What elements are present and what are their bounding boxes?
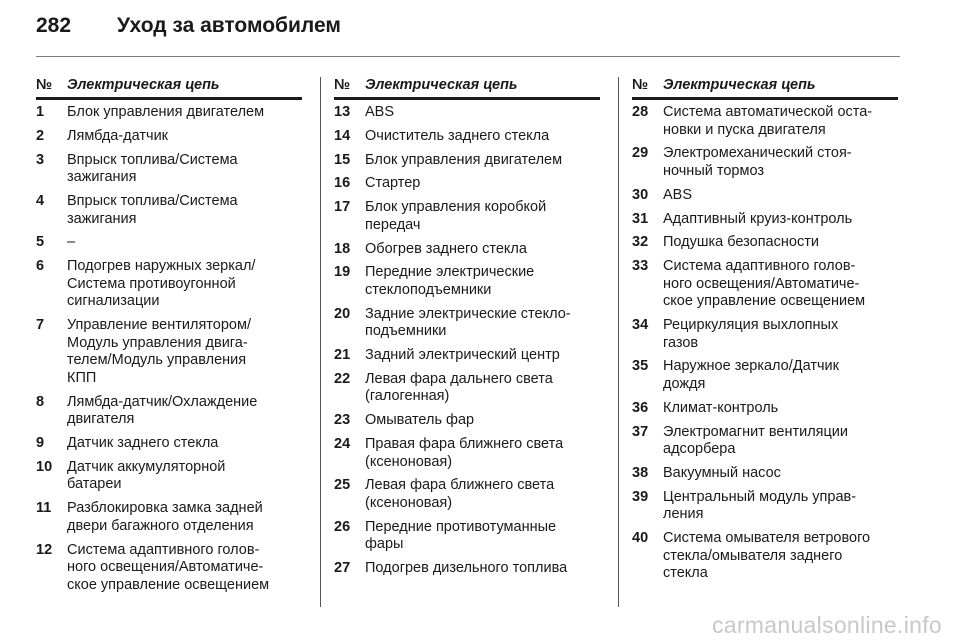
fuse-number: 18 (334, 240, 351, 257)
circuit-name: Система автоматической оста- новки и пуска двигателя (663, 104, 873, 138)
fuse-number: 22 (334, 370, 351, 387)
circuit-name: Разблокировка замка задней двери багажного отделения (67, 500, 263, 534)
fuse-entry (632, 465, 898, 483)
circuit-name: Очиститель заднего стекла (365, 127, 550, 144)
fuse-number: 11 (36, 500, 52, 517)
fuse-entry (334, 519, 600, 554)
fuse-number: 40 (632, 530, 649, 547)
fuse-number: 32 (632, 234, 649, 251)
fuse-number: 3 (36, 151, 45, 168)
column-header (36, 77, 302, 100)
fuse-entry (632, 145, 898, 180)
fuse-entry (632, 358, 898, 393)
circuit-name: Вакуумный насос (663, 464, 781, 481)
fuse-number: 1 (36, 104, 45, 120)
fuse-entry (632, 234, 898, 252)
circuit-name: Блок управления двигателем (67, 104, 265, 120)
fuse-entry (36, 394, 302, 429)
circuit-name: Обогрев заднего стекла (365, 240, 527, 257)
fuse-number: 39 (632, 488, 649, 505)
column-header-num: № (334, 77, 351, 93)
circuit-name: Лямбда-датчик (67, 127, 169, 144)
fuse-list (632, 104, 898, 583)
fuse-number: 31 (632, 210, 649, 227)
column-header-label: Электрическая цепь (365, 77, 518, 93)
page-header (36, 14, 341, 38)
fuse-number: 35 (632, 358, 649, 375)
fuse-entry (334, 412, 600, 430)
circuit-name: Система омывателя ветрового стекла/омывателя заднего стекла (663, 530, 871, 582)
fuse-number: 4 (36, 192, 45, 209)
fuse-entry (632, 400, 898, 418)
fuse-number: 34 (632, 317, 649, 334)
fuse-entry (632, 489, 898, 524)
fuse-number: 19 (334, 264, 351, 281)
fuse-entry (334, 560, 600, 578)
circuit-name: Стартер (365, 175, 421, 192)
fuse-entry (334, 436, 600, 471)
fuse-number: 5 (36, 234, 45, 251)
fuse-entry (36, 234, 302, 252)
circuit-name: Система адаптивного голов- ного освещения/Автоматиче- ское управление освещением (663, 258, 866, 310)
column-header (334, 77, 600, 100)
fuse-number: 20 (334, 305, 351, 322)
circuit-name: Подушка безопасности (663, 234, 819, 251)
column-divider (618, 77, 619, 607)
circuit-name: Блок управления коробкой передач (365, 199, 547, 233)
fuse-number: 15 (334, 151, 351, 168)
fuse-entry (36, 500, 302, 535)
circuit-name: ABS (663, 186, 693, 203)
fuse-column-2 (334, 77, 600, 584)
fuse-entry (334, 347, 600, 365)
fuse-entry (36, 317, 302, 387)
fuse-entry (632, 258, 898, 311)
circuit-name: Передние электрические стеклоподъемники (365, 264, 535, 298)
page-title: Уход за автомобилем (117, 14, 341, 37)
column-divider (320, 77, 321, 607)
circuit-name: – (67, 234, 76, 251)
circuit-name: Центральный модуль управ- ления (663, 488, 857, 523)
fuse-number: 17 (334, 199, 351, 216)
fuse-entry (632, 211, 898, 229)
fuse-entry (632, 187, 898, 205)
circuit-name: Адаптивный круиз-контроль (663, 210, 853, 227)
column-header-num: № (632, 77, 649, 93)
column-header-num: № (36, 77, 53, 93)
fuse-number: 37 (632, 423, 649, 440)
fuse-entry (36, 258, 302, 311)
circuit-name: Передние противотуманные фары (365, 518, 557, 553)
circuit-name: Датчик заднего стекла (67, 435, 219, 451)
fuse-number: 29 (632, 145, 649, 162)
fuse-number: 27 (334, 560, 351, 577)
fuse-entry (334, 128, 600, 146)
fuse-entry (334, 175, 600, 193)
fuse-entry (334, 477, 600, 512)
fuse-number: 6 (36, 258, 45, 275)
fuse-number: 10 (36, 458, 53, 475)
fuse-number: 8 (36, 393, 45, 410)
circuit-name: Электромеханический стоя- ночный тормоз (663, 145, 852, 179)
circuit-name: Левая фара дальнего света (галогенная) (365, 370, 553, 405)
fuse-number: 33 (632, 258, 649, 275)
fuse-number: 28 (632, 104, 649, 120)
fuse-entry (632, 104, 898, 139)
fuse-number: 38 (632, 464, 649, 481)
fuse-number: 23 (334, 412, 351, 429)
fuse-column-3 (632, 77, 898, 589)
circuit-name: Рециркуляция выхлопных газов (663, 317, 839, 351)
fuse-list (334, 104, 600, 578)
circuit-name: Задний электрический центр (365, 347, 560, 364)
fuse-entry (36, 193, 302, 228)
fuse-entry (36, 104, 302, 122)
fuse-entry (632, 530, 898, 583)
fuse-entry (36, 435, 302, 453)
fuse-number: 2 (36, 127, 45, 144)
column-header (632, 77, 898, 100)
circuit-name: Подогрев дизельного топлива (365, 560, 568, 577)
fuse-entry (36, 459, 302, 494)
fuse-entry (36, 152, 302, 187)
fuse-number: 36 (632, 399, 649, 416)
circuit-name: Подогрев наружных зеркал/ Система противоугонной сигнализации (67, 258, 256, 310)
circuit-name: Наружное зеркало/Датчик дождя (663, 358, 839, 393)
fuse-number: 30 (632, 186, 649, 203)
circuit-name: Блок управления двигателем (365, 151, 563, 168)
fuse-entry (334, 306, 600, 341)
watermark: carmanualsonline.info (711, 612, 942, 638)
circuit-name: Электромагнит вентиляции адсорбера (663, 423, 849, 458)
fuse-entry (36, 128, 302, 146)
fuse-number: 24 (334, 435, 351, 452)
fuse-entry (334, 199, 600, 234)
circuit-name: Управление вентилятором/ Модуль управления двига- телем/Модуль управления КПП (67, 317, 251, 386)
circuit-name: Левая фара ближнего света (ксеноновая) (365, 477, 555, 511)
circuit-name: ABS (365, 104, 395, 120)
fuse-number: 12 (36, 541, 53, 558)
circuit-name: Впрыск топлива/Система зажигания (67, 151, 238, 186)
page-number: 282 (36, 14, 72, 37)
fuse-number: 13 (334, 104, 351, 120)
fuse-entry (334, 241, 600, 259)
fuse-number: 14 (334, 127, 351, 144)
fuse-list (36, 104, 302, 594)
fuse-number: 7 (36, 317, 45, 334)
circuit-name: Омыватель фар (365, 412, 475, 429)
circuit-name: Система адаптивного голов- ного освещения/Автоматиче- ское управление освещением (67, 541, 270, 593)
fuse-number: 26 (334, 518, 351, 535)
fuse-entry (632, 424, 898, 459)
circuit-name: Правая фара ближнего света (ксеноновая) (365, 435, 564, 470)
fuse-entry (334, 371, 600, 406)
fuse-number: 25 (334, 477, 351, 494)
fuse-number: 9 (36, 435, 45, 451)
column-header-label: Электрическая цепь (67, 77, 220, 93)
fuse-entry (334, 104, 600, 122)
circuit-name: Лямбда-датчик/Охлаждение двигателя (67, 393, 258, 428)
fuse-entry (334, 152, 600, 170)
header-divider (36, 56, 900, 57)
fuse-entry (36, 542, 302, 595)
fuse-number: 21 (334, 347, 351, 364)
fuse-column-1 (36, 77, 302, 601)
circuit-name: Датчик аккумуляторной батареи (67, 458, 226, 493)
circuit-name: Впрыск топлива/Система зажигания (67, 192, 238, 227)
circuit-name: Климат-контроль (663, 399, 779, 416)
fuse-entry (632, 317, 898, 352)
column-header-label: Электрическая цепь (663, 77, 816, 93)
fuse-entry (334, 264, 600, 299)
fuse-number: 16 (334, 175, 351, 192)
circuit-name: Задние электрические стекло- подъемники (365, 305, 571, 340)
